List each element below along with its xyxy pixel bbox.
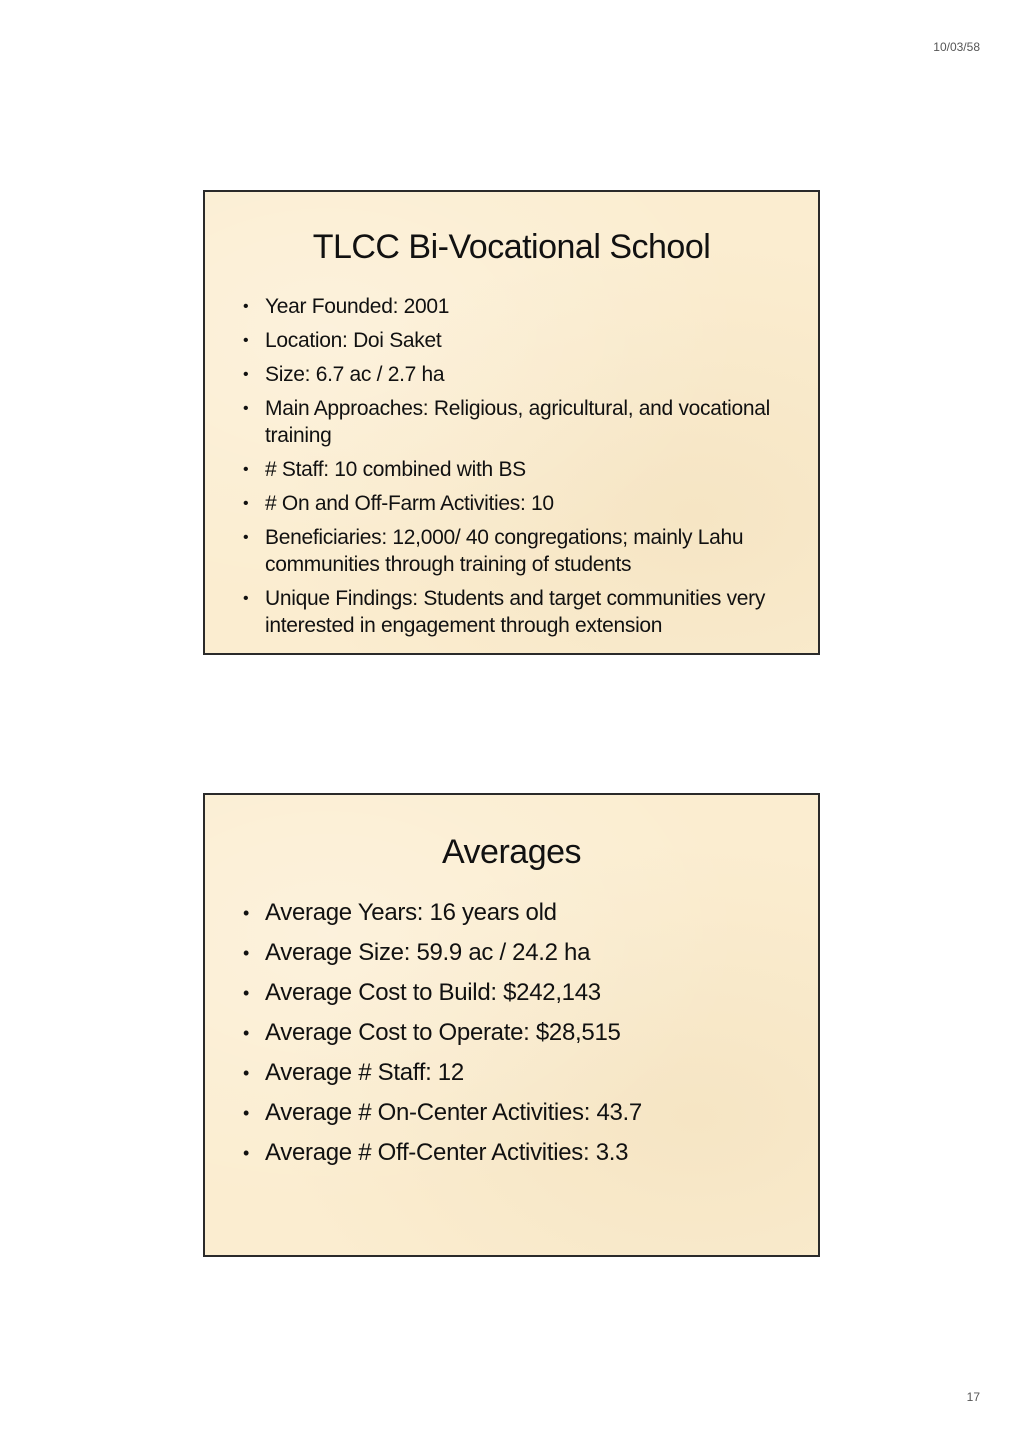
bullet-list	[205, 898, 818, 1168]
bullet-icon: •	[243, 1063, 250, 1083]
bullet-icon: •	[243, 461, 249, 478]
bullet-item-staff	[243, 456, 818, 483]
header-date: 10/03/58	[933, 40, 980, 54]
bullet-text: Average # Staff: 12	[265, 1059, 464, 1086]
bullet-icon: •	[243, 1023, 250, 1043]
bullet-item-average-off-center	[243, 1138, 818, 1168]
bullet-text: Average Cost to Build: $242,143	[265, 979, 601, 1006]
bullet-text: # Staff: 10 combined with BS	[265, 458, 526, 481]
bullet-icon: •	[243, 943, 250, 963]
slide-tlcc-bi-vocational-school	[203, 190, 820, 655]
bullet-icon: •	[243, 529, 249, 546]
bullet-list	[205, 293, 818, 639]
slide-title: TLCC Bi-Vocational School	[312, 228, 711, 266]
bullet-item-beneficiaries	[243, 524, 818, 578]
bullet-text: Average Cost to Operate: $28,515	[265, 1019, 621, 1046]
bullet-item-unique-findings	[243, 585, 818, 639]
bullet-text: Year Founded: 2001	[265, 295, 450, 318]
bullet-icon: •	[243, 332, 249, 349]
bullet-item-average-staff	[243, 1058, 818, 1088]
bullet-text: Unique Findings: Students and target communities very interested in engagement through extension	[265, 587, 766, 637]
bullet-item-main-approaches	[243, 395, 818, 449]
bullet-text: Main Approaches: Religious, agricultural, and vocational training	[265, 397, 771, 447]
bullet-icon: •	[243, 298, 249, 315]
bullet-text: # On and Off-Farm Activities: 10	[265, 492, 554, 515]
page-number: 17	[966, 1390, 980, 1404]
slide-title: Averages	[441, 833, 582, 871]
bullet-item-average-cost-build	[243, 978, 818, 1008]
bullet-item-average-on-center	[243, 1098, 818, 1128]
bullet-text: Average # On-Center Activities: 43.7	[265, 1099, 642, 1126]
bullet-icon: •	[243, 590, 249, 607]
bullet-icon: •	[243, 983, 250, 1003]
bullet-text: Average Years: 16 years old	[265, 899, 557, 926]
bullet-item-year-founded	[243, 293, 818, 320]
bullet-item-average-cost-operate	[243, 1018, 818, 1048]
bullet-text: Average # Off-Center Activities: 3.3	[265, 1139, 629, 1166]
bullet-icon: •	[243, 366, 249, 383]
bullet-icon: •	[243, 1103, 250, 1123]
bullet-icon: •	[243, 400, 249, 417]
bullet-item-size	[243, 361, 818, 388]
bullet-text: Size: 6.7 ac / 2.7 ha	[265, 363, 445, 386]
bullet-item-average-years	[243, 898, 818, 928]
bullet-text: Average Size: 59.9 ac / 24.2 ha	[265, 939, 591, 966]
bullet-icon: •	[243, 1143, 250, 1163]
bullet-item-average-size	[243, 938, 818, 968]
bullet-item-location	[243, 327, 818, 354]
bullet-icon: •	[243, 903, 250, 923]
bullet-text: Location: Doi Saket	[265, 329, 442, 352]
bullet-icon: •	[243, 495, 249, 512]
bullet-item-activities	[243, 490, 818, 517]
slide-averages	[203, 793, 820, 1257]
bullet-text: Beneficiaries: 12,000/ 40 congregations; mainly Lahu communities through training of students	[265, 526, 744, 576]
